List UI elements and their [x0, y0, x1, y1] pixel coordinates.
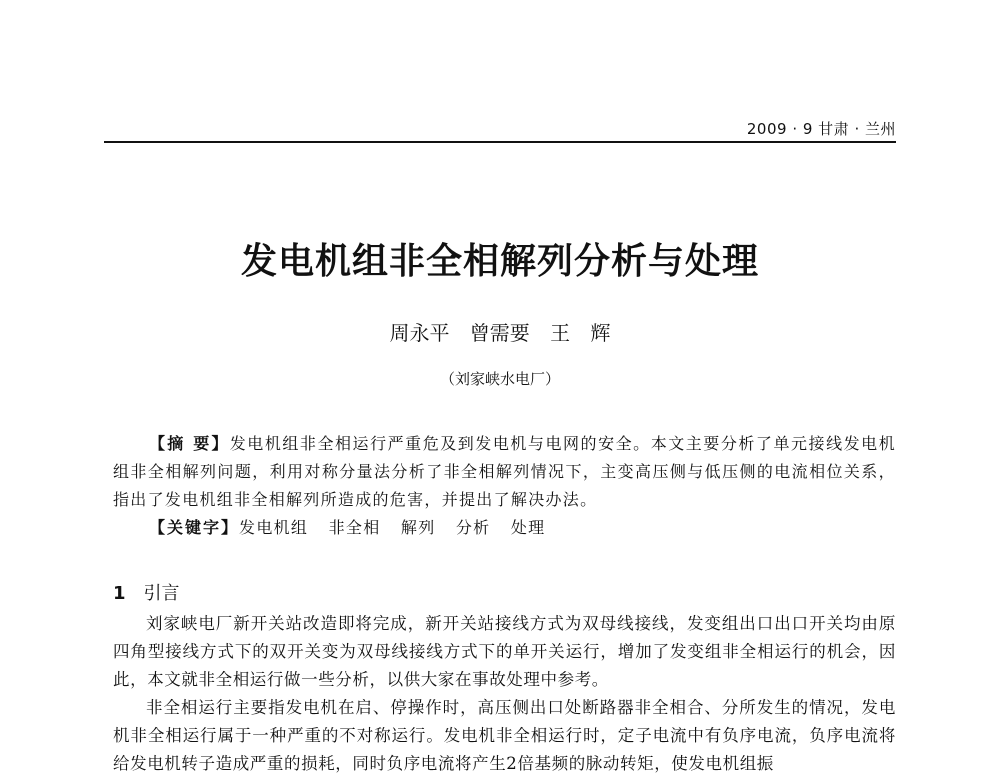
section-number: 1: [113, 583, 126, 604]
paper-title: 发电机组非全相解列分析与处理: [240, 240, 759, 282]
abstract-label: 【摘 要】: [149, 434, 230, 453]
abstract: [113, 430, 896, 514]
keywords-label: 【关键字】: [149, 518, 240, 537]
section-title: 引言: [143, 583, 180, 604]
journal-issue-meta: 2009 · 9 甘肃 · 兰州: [746, 120, 896, 138]
keywords: [149, 514, 896, 542]
keywords-text: 发电机组 非全相 解列 分析 处理: [239, 518, 546, 537]
paper-affiliation: （刘家峡水电厂）: [439, 370, 560, 388]
body-paragraph: 刘家峡电厂新开关站改造即将完成，新开关站接线方式为双母线接线，发变组出口出口开关均由原四角型接线方式下的双开关变为双母线接线方式下的单开关运行，增加了发变组非全相运行的机会，因此，本文就非全相运行做一些分析，以供大家在事故处理中参考。: [113, 614, 896, 689]
body-paragraph: 非全相运行主要指发电机在启、停操作时，高压侧出口处断路器非全相合、分所发生的情况，发电机非全相运行属于一种严重的不对称运行。发电机非全相运行时，定子电流中有负序电流，负序电流将给发电机转子造成严重的损耗，同时负序电流将产生2倍基频的脉动转矩，使发电机组振: [113, 698, 896, 773]
header-divider: [104, 141, 896, 143]
section-heading: [113, 579, 180, 605]
paper-authors: 周永平 曾需要 王 辉: [389, 321, 611, 345]
abstract-text: 发电机组非全相运行严重危及到发电机与电网的安全。本文主要分析了单元接线发电机组非全相解列问题，利用对称分量法分析了非全相解列情况下，主变高压侧与低压侧的电流相位关系，指出了发电机组非全相解列所造成的危害，并提出了解决办法。: [113, 434, 896, 509]
section-body: [113, 610, 896, 778]
